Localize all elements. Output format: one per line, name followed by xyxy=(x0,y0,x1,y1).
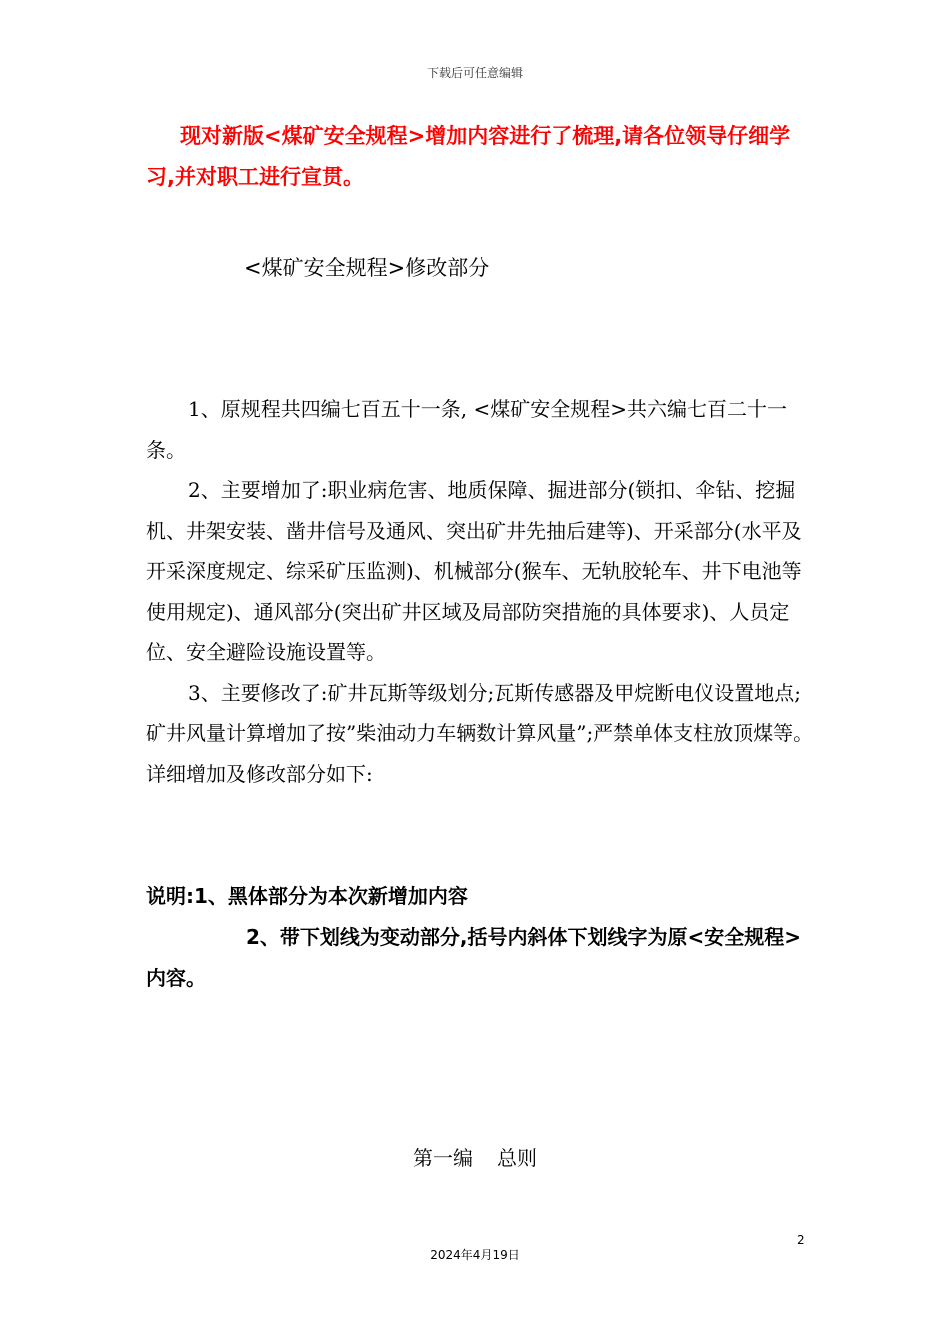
paragraph-3: 3、主要修改了:矿井瓦斯等级划分;瓦斯传感器及甲烷断电仪设置地点;矿井风量计算增加了按”柴油动力车辆数计算风量”;严禁单体支柱放顶煤等。 xyxy=(146,680,814,745)
paragraph-4: 详细增加及修改部分如下: xyxy=(146,761,373,786)
intro-notice: 现对新版<煤矿安全规程>增加内容进行了梳理,请各位领导仔细学习,并对职工进行宣贯。 xyxy=(146,124,791,189)
paragraph-1: 1、原规程共四编七百五十一条, <煤矿安全规程>共六编七百二十一条。 xyxy=(146,397,787,462)
paragraph-2: 2、主要增加了:职业病危害、地质保障、掘进部分(锁扣、伞钻、挖掘机、井架安装、凿井信号及通风、突出矿井先抽后建等)、开采部分(水平及开采深度规定、综采矿压监测)、机械部分(猴车、无轨胶轮车、井下电池等使用规定)、通风部分(突出矿井区域及局部防突措施的具体要求)、人员定位、安全避险设施设置等。 xyxy=(146,478,802,664)
chapter-title: 总则 xyxy=(497,1146,537,1170)
chapter-number: 第一编 xyxy=(413,1146,473,1170)
footer-date: 2024年4月19日 xyxy=(430,1248,520,1262)
section-title: <煤矿安全规程>修改部分 xyxy=(244,256,490,280)
note-line-2: 2、带下划线为变动部分,括号内斜体下划线字为原<安全规程>内容。 xyxy=(146,925,802,990)
chapter-heading xyxy=(0,1142,950,1171)
page-header: 下载后可任意编辑 xyxy=(426,66,523,80)
explanation-note xyxy=(146,876,816,999)
body-text xyxy=(146,389,816,794)
page-number: 2 xyxy=(797,1233,805,1247)
note-line-1: 说明:1、黑体部分为本次新增加内容 xyxy=(146,884,468,908)
